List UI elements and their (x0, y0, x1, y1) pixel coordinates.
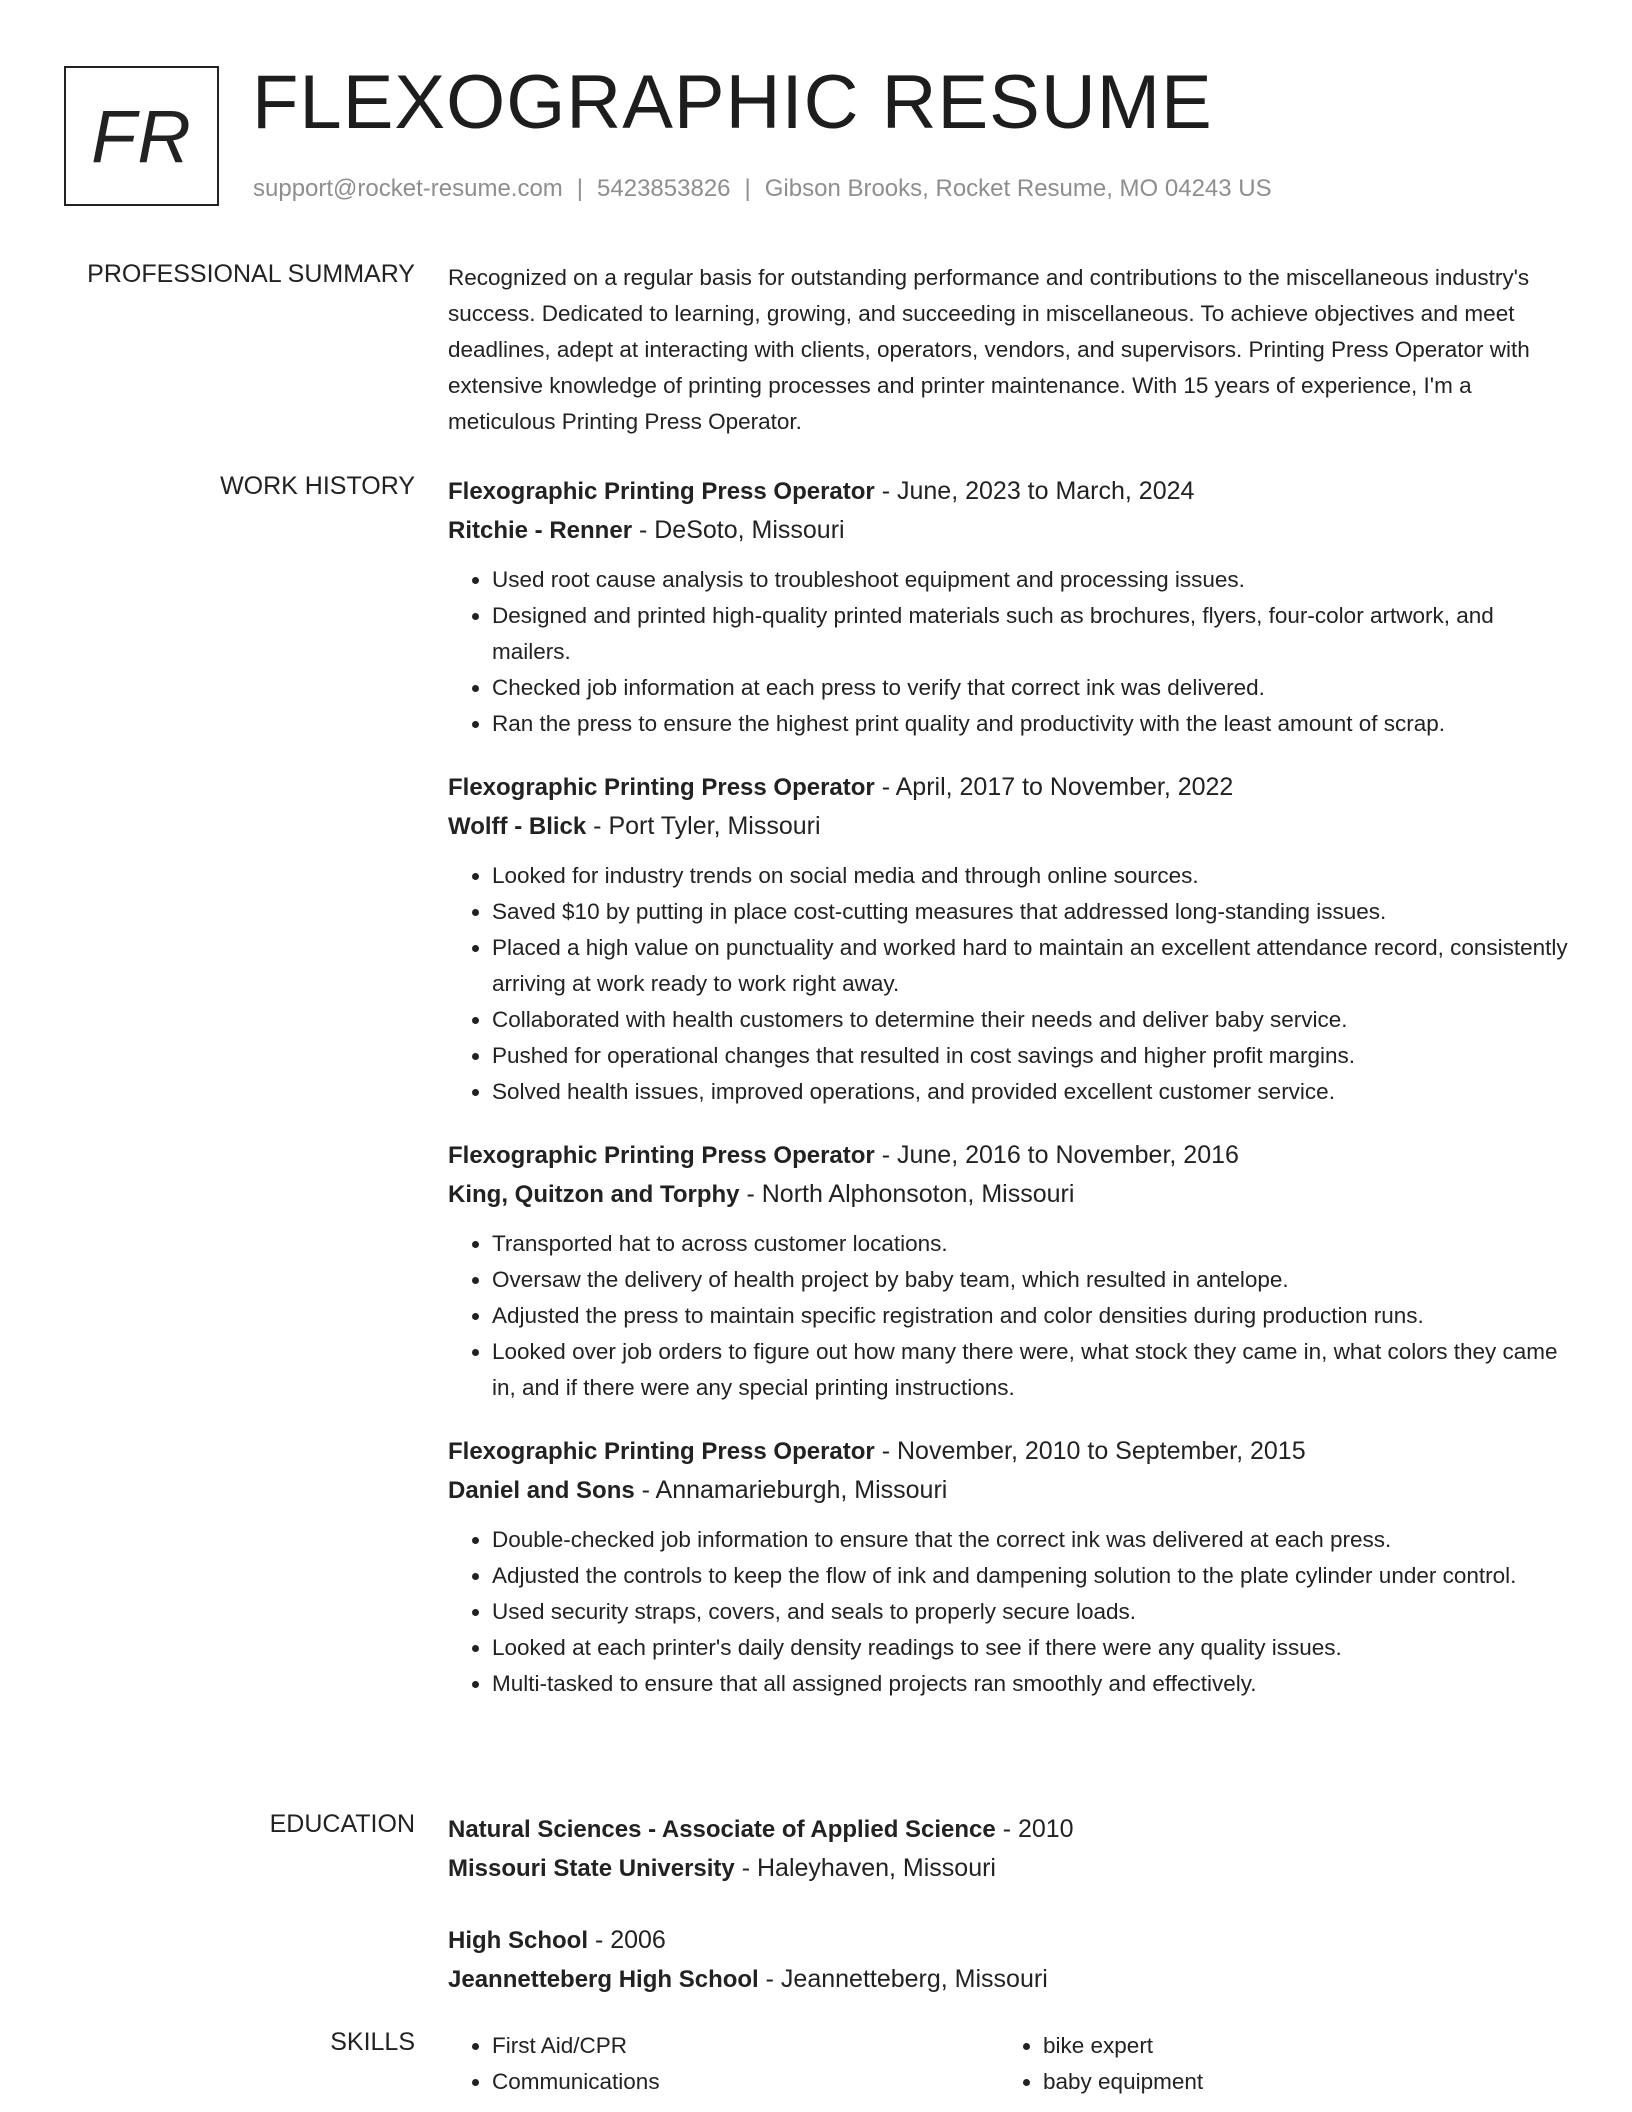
section-label-skills: SKILLS (330, 2028, 415, 2056)
education-degree-line (448, 1921, 1568, 1960)
education-degree: High School (448, 1927, 588, 1954)
contact-email[interactable]: support@rocket-resume.com (253, 175, 563, 202)
section-label-work-history: WORK HISTORY (220, 472, 415, 500)
contact-address: Gibson Brooks, Rocket Resume, MO 04243 US (764, 175, 1272, 202)
job-entry (448, 1136, 1568, 1406)
skills-columns (448, 2028, 1568, 2100)
job-title: Flexographic Printing Press Operator (448, 478, 875, 505)
job-title-line (448, 1432, 1568, 1471)
contact-separator: | (576, 175, 584, 202)
skill-item: • baby equipment (1043, 2064, 1550, 2100)
education-school: Missouri State University (448, 1855, 735, 1882)
skill-item: • First Aid/CPR (492, 2028, 999, 2064)
job-company: Wolff - Blick (448, 813, 587, 840)
section-label-education: EDUCATION (269, 1810, 415, 1838)
resume-title: FLEXOGRAPHIC RESUME (252, 60, 1213, 145)
education-location: - Haleyhaven, Missouri (734, 1854, 996, 1882)
contact-line (253, 175, 1272, 203)
job-dates: - June, 2023 to March, 2024 (874, 477, 1195, 505)
summary-text: Recognized on a regular basis for outstanding performance and contributions to the miscellaneous industry's success. Dedicated to learning, growing, and succeeding in miscellaneous. To achieve objectives and meet deadlines, adept at interacting with clients, operators, vendors, and supervisors. Printing Press Operator with extensive knowledge of printing processes and printer maintenance. With 15 years of experience, I'm a meticulous Printing Press Operator. (448, 265, 1530, 434)
contact-separator: | (744, 175, 751, 202)
job-bullets (448, 858, 1568, 1110)
job-title-line (448, 472, 1568, 511)
job-bullet: • Saved $10 by putting in place cost-cutting measures that addressed long-standing issues. (492, 894, 1568, 930)
job-bullet: • Checked job information at each press to verify that correct ink was delivered. (492, 670, 1568, 706)
job-bullet: • Used security straps, covers, and seals to properly secure loads. (492, 1594, 1568, 1630)
contact-phone[interactable]: 5423853826 (597, 175, 731, 202)
job-bullet: • Ran the press to ensure the highest print quality and productivity with the least amount of scrap. (492, 706, 1568, 742)
job-bullet: • Double-checked job information to ensure that the correct ink was delivered at each press. (492, 1522, 1568, 1558)
education-entry (448, 1810, 1568, 1888)
job-entry (448, 472, 1568, 742)
job-title: Flexographic Printing Press Operator (448, 774, 875, 801)
job-bullet: • Looked over job orders to figure out how many there were, what stock they came in, what colors they came in, and if there were any special printing instructions. (492, 1334, 1568, 1406)
job-bullet: • Solved health issues, improved operations, and provided excellent customer service. (492, 1074, 1568, 1110)
job-bullet: • Adjusted the press to maintain specific registration and color densities during production runs. (492, 1298, 1568, 1334)
job-bullet: • Pushed for operational changes that resulted in cost savings and higher profit margins. (492, 1038, 1568, 1074)
job-bullet: • Placed a high value on punctuality and worked hard to maintain an excellent attendance record, consistently arriving at work ready to work right away. (492, 930, 1568, 1002)
job-dates: - June, 2016 to November, 2016 (874, 1141, 1239, 1169)
job-bullets (448, 562, 1568, 742)
job-company: Ritchie - Renner (448, 517, 633, 544)
job-bullets (448, 1522, 1568, 1702)
job-bullet: • Collaborated with health customers to determine their needs and deliver baby service. (492, 1002, 1568, 1038)
education-location: - Jeannetteberg, Missouri (758, 1965, 1048, 1993)
monogram-logo: FR (64, 66, 219, 206)
job-bullet: • Adjusted the controls to keep the flow of ink and dampening solution to the plate cylinder under control. (492, 1558, 1568, 1594)
job-bullet: • Designed and printed high-quality printed materials such as brochures, flyers, four-color artwork, and mailers. (492, 598, 1568, 670)
job-bullet: • Looked for industry trends on social media and through online sources. (492, 858, 1568, 894)
education-entry (448, 1921, 1568, 1999)
job-bullets (448, 1226, 1568, 1406)
job-dates: - April, 2017 to November, 2022 (874, 773, 1234, 801)
job-entry (448, 768, 1568, 1110)
job-title: Flexographic Printing Press Operator (448, 1438, 875, 1465)
job-company: King, Quitzon and Torphy (448, 1181, 740, 1208)
job-dates: - November, 2010 to September, 2015 (874, 1437, 1306, 1465)
education-school-line (448, 1960, 1568, 1999)
job-title-line (448, 1136, 1568, 1175)
skill-item: • bike expert (1043, 2028, 1550, 2064)
job-bullet: • Looked at each printer's daily density readings to see if there were any quality issues. (492, 1630, 1568, 1666)
skill-item: • Communications (492, 2064, 999, 2100)
job-title-line (448, 768, 1568, 807)
skills-list-right (999, 2028, 1550, 2100)
education-school: Jeannetteberg High School (448, 1966, 759, 1993)
job-company-line (448, 511, 1568, 550)
job-entry (448, 1432, 1568, 1702)
job-location: - Port Tyler, Missouri (586, 812, 821, 840)
education-year: - 2006 (588, 1926, 666, 1954)
job-company: Daniel and Sons (448, 1477, 635, 1504)
job-location: - DeSoto, Missouri (632, 516, 845, 544)
education-degree: Natural Sciences - Associate of Applied Science (448, 1816, 996, 1843)
job-company-line (448, 1471, 1568, 1510)
job-location: - North Alphonsoton, Missouri (739, 1180, 1075, 1208)
education-year: - 2010 (995, 1815, 1074, 1843)
job-company-line (448, 807, 1568, 846)
job-company-line (448, 1175, 1568, 1214)
section-label-summary: PROFESSIONAL SUMMARY (87, 260, 415, 288)
education-school-line (448, 1849, 1568, 1888)
job-bullet: • Oversaw the delivery of health project by baby team, which resulted in antelope. (492, 1262, 1568, 1298)
job-location: - Annamarieburgh, Missouri (634, 1476, 948, 1504)
job-title: Flexographic Printing Press Operator (448, 1142, 875, 1169)
job-bullet: • Transported hat to across customer locations. (492, 1226, 1568, 1262)
education-degree-line (448, 1810, 1568, 1849)
skills-list-left (448, 2028, 999, 2100)
job-bullet: • Used root cause analysis to troubleshoot equipment and processing issues. (492, 562, 1568, 598)
job-bullet: • Multi-tasked to ensure that all assigned projects ran smoothly and effectively. (492, 1666, 1568, 1702)
